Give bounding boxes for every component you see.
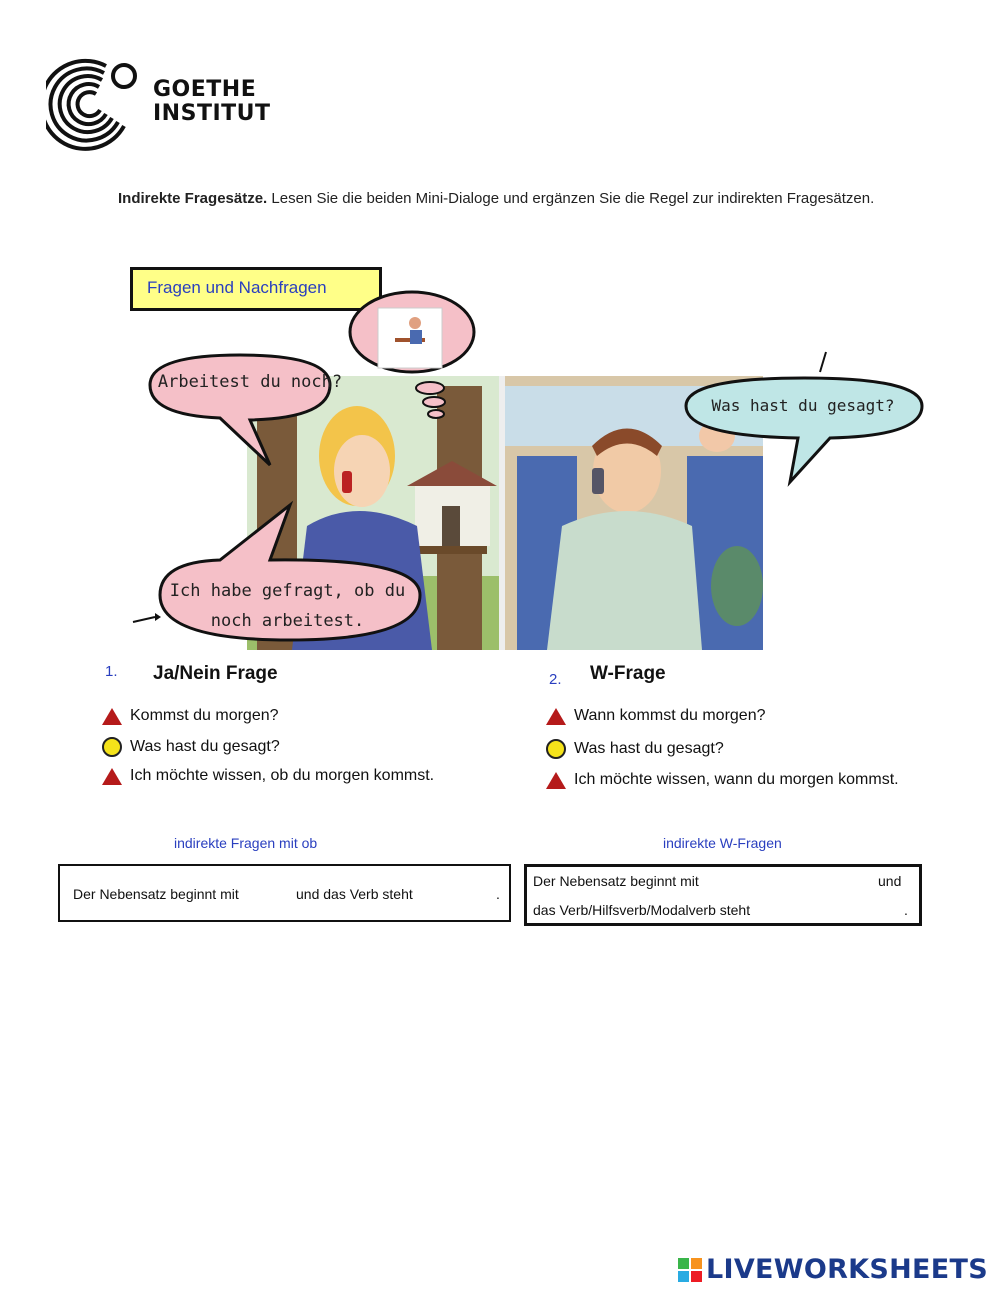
section-1-heading: Ja/Nein Frage <box>153 663 278 684</box>
section-1-item-3 <box>102 767 434 785</box>
section-2-item-1 <box>546 707 765 725</box>
section-1-item-1-text: Kommst du morgen? <box>130 707 279 724</box>
bubble-right-text: Was hast du gesagt? <box>711 396 895 415</box>
bubble-left-bottom-text <box>165 576 410 636</box>
logo-line-1: GOETHE <box>153 77 257 102</box>
logo-line-2: INSTITUT <box>153 101 271 126</box>
section-2-sublabel: indirekte W-Fragen <box>663 835 782 851</box>
section-1-item-2 <box>102 737 280 757</box>
triangle-icon <box>546 772 566 789</box>
instruction-text <box>118 190 874 207</box>
instruction-body: Lesen Sie die beiden Mini-Dialoge und ergänzen Sie die Regel zur indirekten Fragesätzen. <box>267 190 875 207</box>
bubble-left-top-text: Arbeitest du noch? <box>157 372 343 392</box>
section-1-sublabel: indirekte Fragen mit ob <box>174 835 318 851</box>
section-2-rule-box <box>524 864 922 926</box>
section-2-item-2 <box>546 739 724 759</box>
section-2-rule-line-1-b: und <box>878 873 902 889</box>
bubble-right <box>686 378 922 482</box>
section-2-item-3 <box>546 771 899 789</box>
bubble-left-bottom-line-2: noch arbeitest. <box>210 611 365 631</box>
triangle-icon <box>102 708 122 725</box>
circle-icon <box>546 739 566 759</box>
section-2-rule-end: . <box>904 902 908 918</box>
section-2-item-1-text: Wann kommst du morgen? <box>574 707 766 724</box>
section-2-rule-line-1-a: Der Nebensatz beginnt mit <box>533 873 699 889</box>
section-1-rule-end: . <box>496 886 500 902</box>
section-1-rule-part-1: Der Nebensatz beginnt mit <box>73 886 239 902</box>
section-1-item-3-text: Ich möchte wissen, ob du morgen kommst. <box>130 767 435 784</box>
goethe-logo-icon <box>46 56 146 156</box>
section-1-item-2-text: Was hast du gesagt? <box>130 738 280 755</box>
section-2-number: 2. <box>549 671 562 688</box>
section-2-rule-line-2: das Verb/Hilfsverb/Modalverb steht <box>533 902 751 918</box>
bubble-left-bottom-line-1: Ich habe gefragt, ob du <box>169 581 406 601</box>
section-1-rule-box <box>58 864 511 922</box>
liveworksheets-watermark <box>678 1254 988 1285</box>
liveworksheets-logo-icon <box>678 1258 702 1282</box>
section-1-number: 1. <box>105 663 118 680</box>
section-1-rule-part-2: und das Verb steht <box>296 886 413 902</box>
liveworksheets-brand: LIVEWORKSHEETS <box>705 1254 988 1285</box>
triangle-icon <box>546 708 566 725</box>
section-2-item-2-text: Was hast du gesagt? <box>574 740 724 757</box>
comic-title: Fragen und Nachfragen <box>147 278 327 297</box>
instruction-bold: Indirekte Fragesätze. <box>118 190 268 207</box>
section-2-heading: W-Frage <box>590 663 666 684</box>
circle-icon <box>102 737 122 757</box>
section-1-item-1 <box>102 707 279 725</box>
section-2-item-3-text: Ich möchte wissen, wann du morgen kommst. <box>574 771 899 788</box>
logo-wordmark <box>153 78 271 126</box>
triangle-icon <box>102 768 122 785</box>
